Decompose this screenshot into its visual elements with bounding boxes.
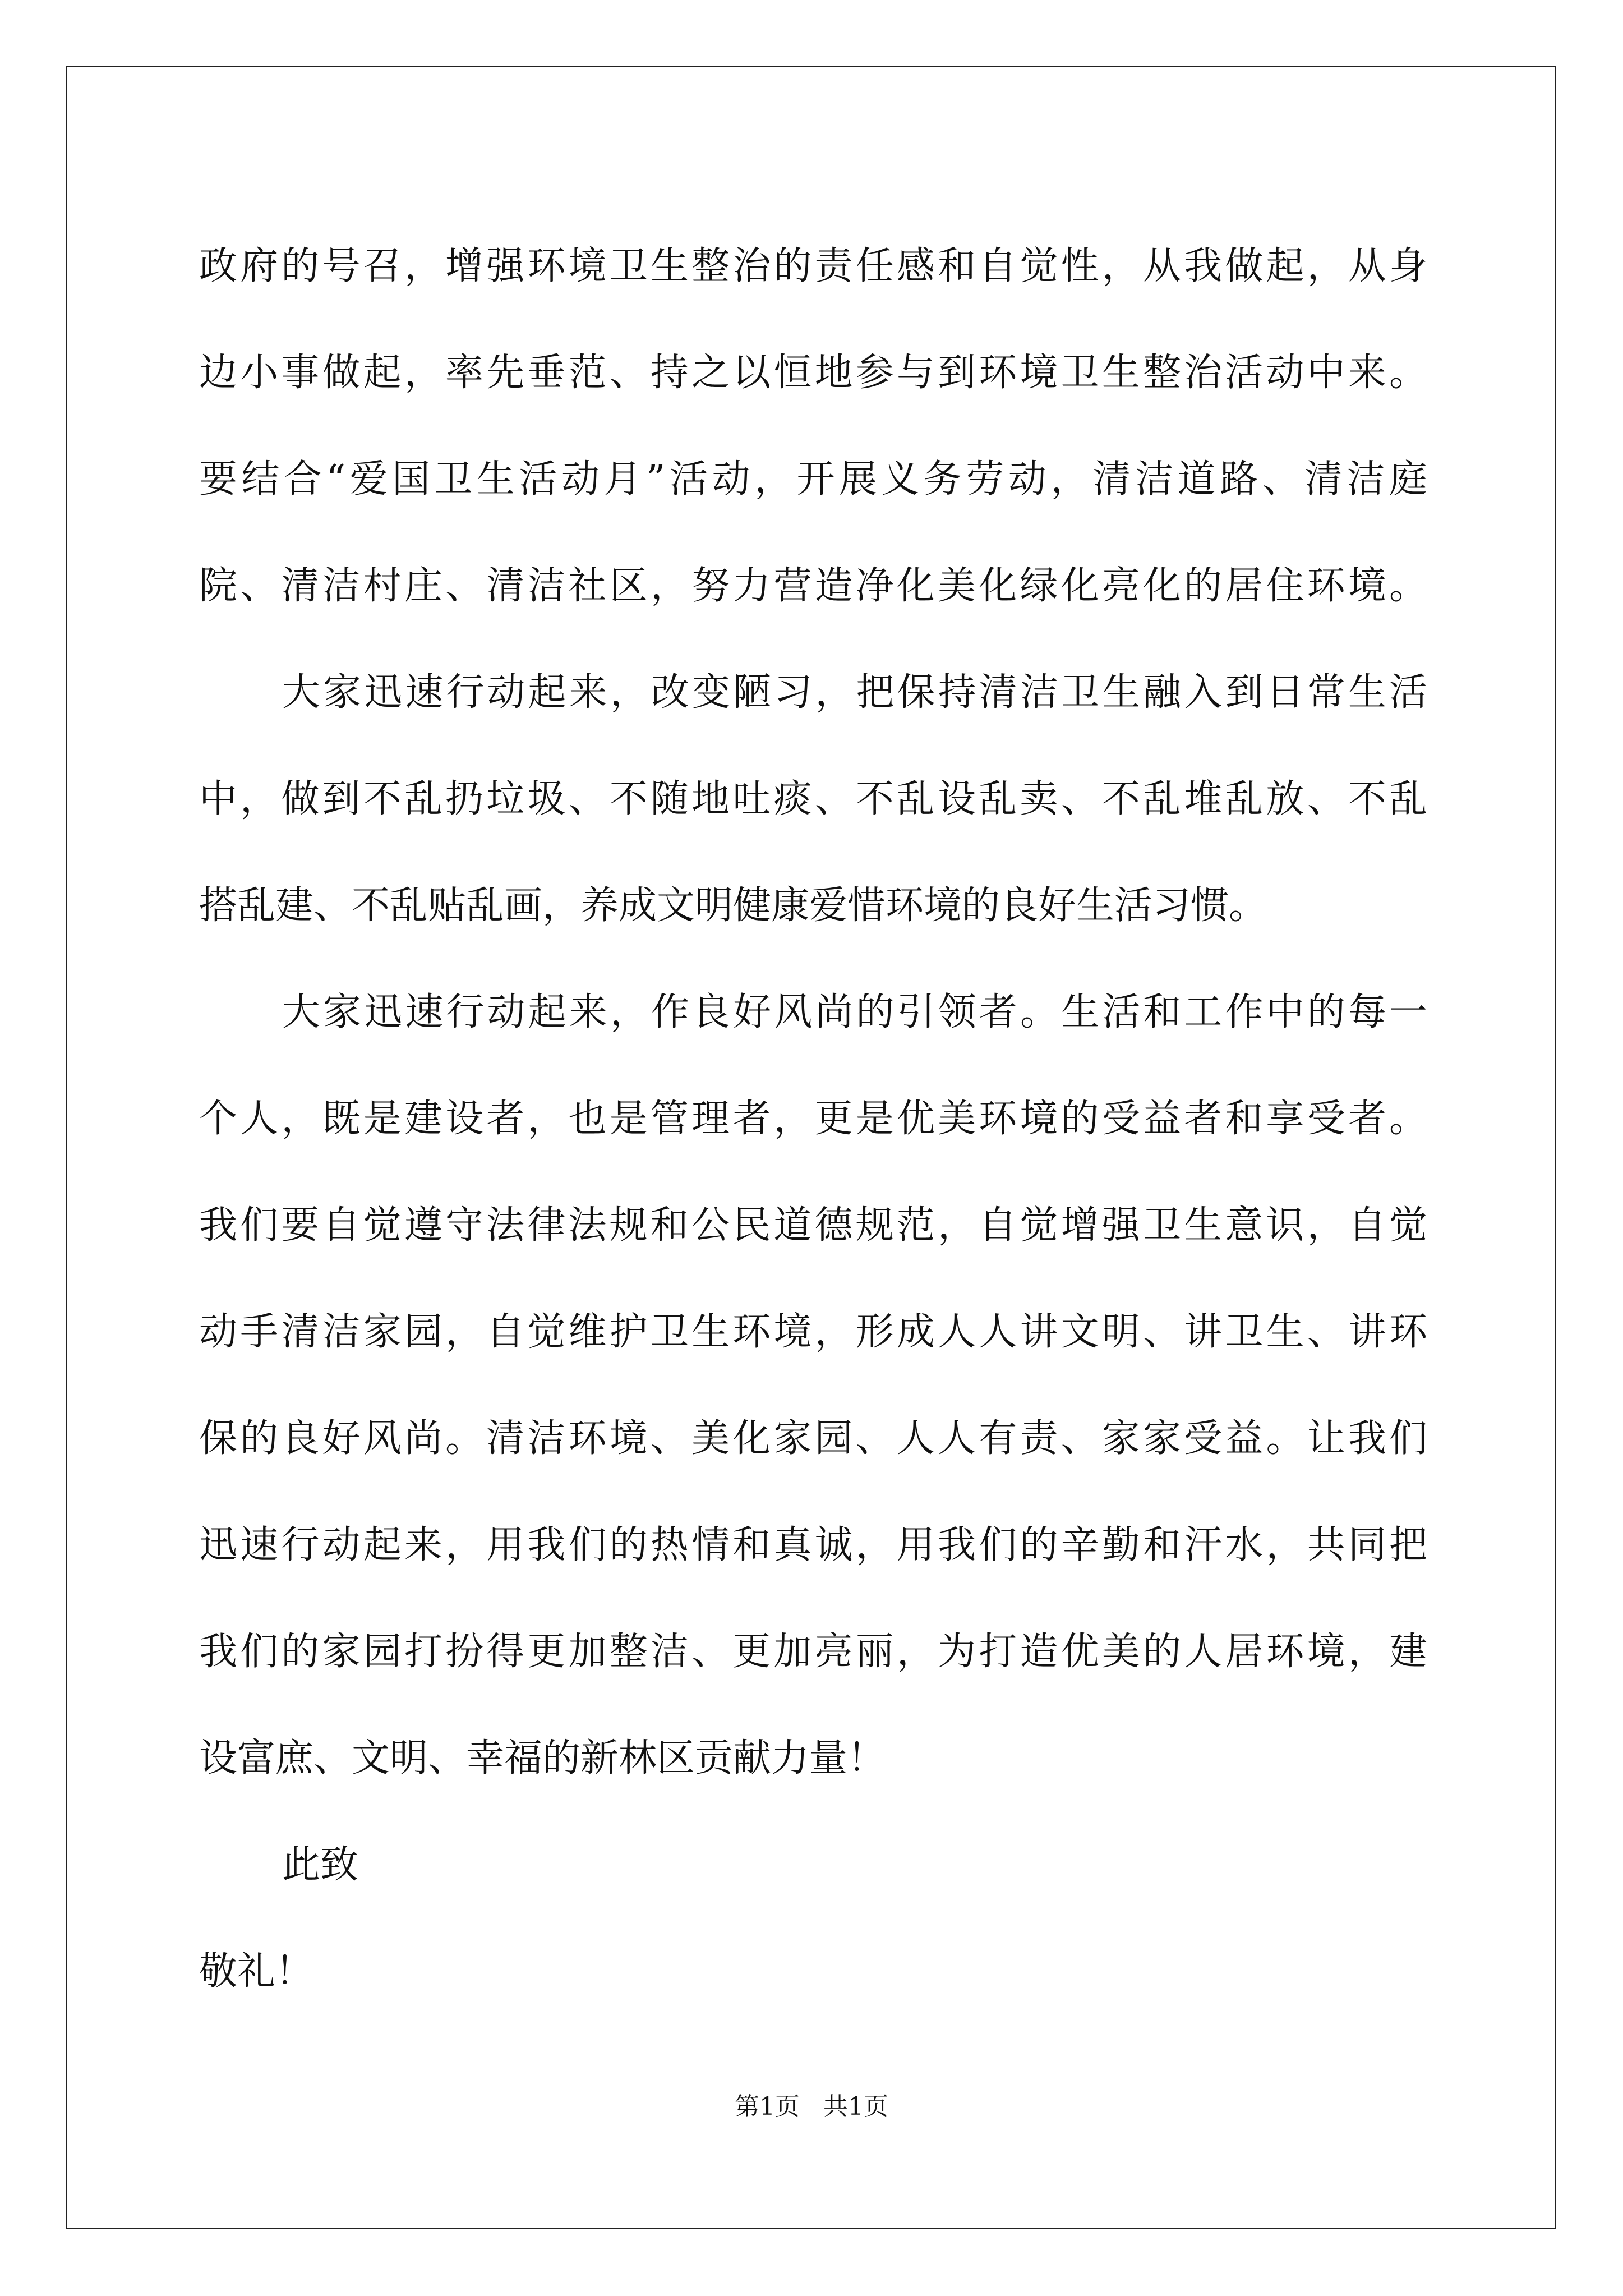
text-line: 设富庶、文明、幸福的新林区贡献力量！ — [199, 1736, 886, 1780]
text-line: 大家迅速行动起来，改变陋习，把保持清洁卫生融入到日常生活 — [282, 670, 1427, 715]
text-line: 政府的号召，增强环境卫生整治的责任感和自觉性，从我做起，从身 — [199, 244, 1427, 288]
text-line: 保的良好风尚。清洁环境、美化家园、人人有责、家家受益。让我们 — [199, 1416, 1427, 1461]
text-line: 搭乱建、不乱贴乱画，养成文明健康爱惜环境的良好生活习惯。 — [199, 884, 1267, 928]
text-line: 迅速行动起来，用我们的热情和真诚，用我们的辛勤和汗水，共同把 — [199, 1523, 1427, 1567]
text-line: 我们的家园打扮得更加整洁、更加亮丽，为打造优美的人居环境，建 — [199, 1630, 1427, 1674]
text-line: 院、清洁村庄、清洁社区，努力营造净化美化绿化亮化的居住环境。 — [199, 564, 1427, 608]
text-line: 大家迅速行动起来，作良好风尚的引领者。生活和工作中的每一 — [282, 990, 1427, 1034]
text-line: 动手清洁家园，自觉维护卫生环境，形成人人讲文明、讲卫生、讲环 — [199, 1310, 1427, 1354]
text-line: 个人，既是建设者，也是管理者，更是优美环境的受益者和享受者。 — [199, 1097, 1427, 1141]
letter-body — [199, 213, 1427, 1812]
page-number: 第1页 共1页 — [735, 2092, 888, 2121]
text-line: 我们要自觉遵守法律法规和公民道德规范，自觉增强卫生意识，自觉 — [199, 1203, 1427, 1248]
text-line: 要结合“爱国卫生活动月”活动，开展义务劳动，清洁道路、清洁庭 — [199, 457, 1427, 501]
paragraph-2 — [199, 639, 1427, 959]
text-line: 中，做到不乱扔垃圾、不随地吐痰、不乱设乱卖、不乱堆乱放、不乱 — [199, 777, 1427, 821]
closing-regards: 敬礼！ — [199, 1949, 314, 1994]
paragraph-3 — [199, 959, 1427, 1812]
paragraph-1 — [199, 213, 1427, 639]
closing-salutation: 此致 — [282, 1843, 359, 1887]
text-line: 边小事做起，率先垂范、持之以恒地参与到环境卫生整治活动中来。 — [199, 351, 1427, 395]
